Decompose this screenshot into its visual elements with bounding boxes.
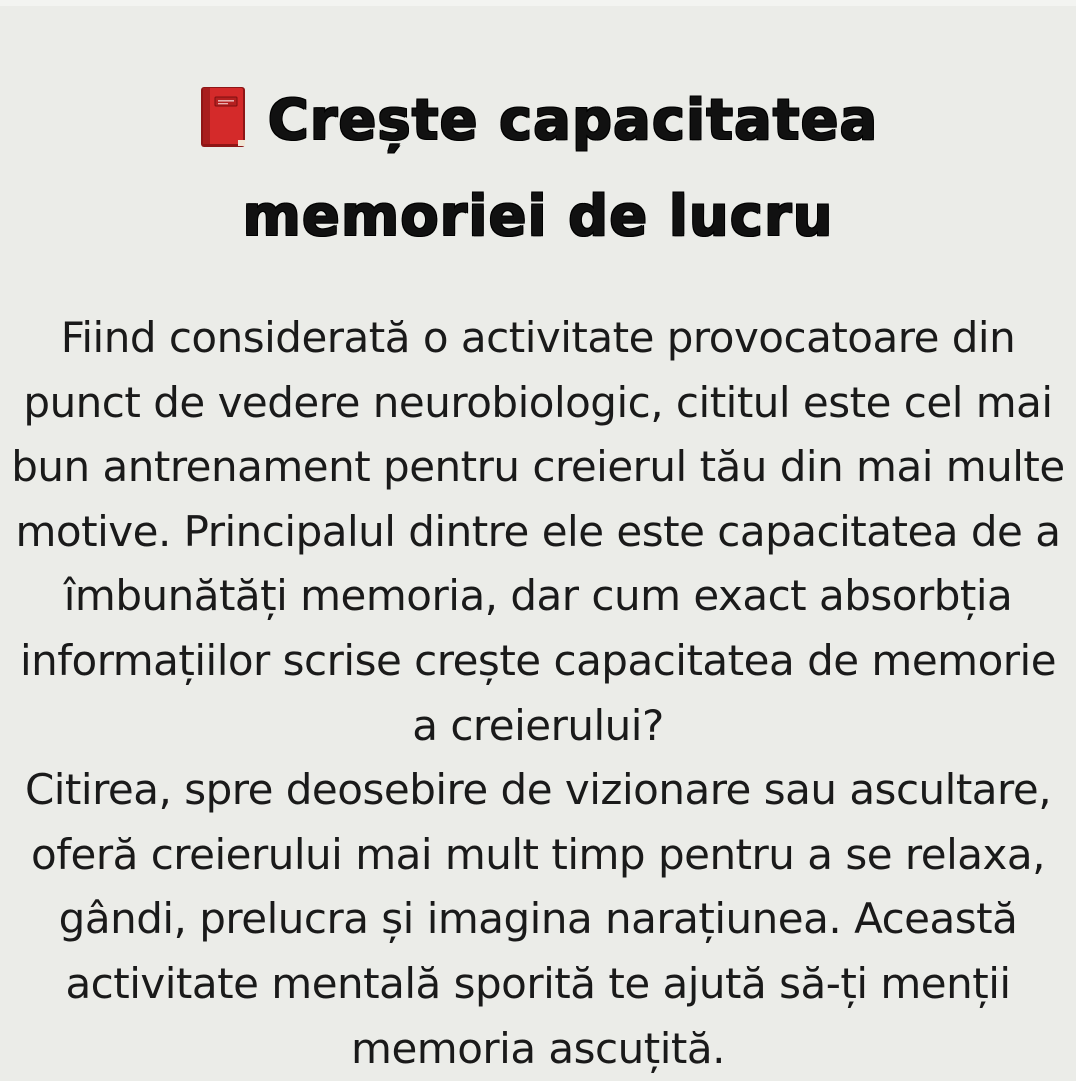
body-line: Fiind considerată o activitate provocatoare din (60, 313, 1016, 362)
body-line: informațiilor scrise crește capacitatea de memorie (19, 635, 1057, 685)
body-line: bun antrenament pentru creierul tău din mai multe (11, 442, 1065, 492)
body-line: punct de vedere neurobiologic, cititul este cel mai (23, 377, 1053, 427)
body-line: oferă creierului mai mult timp pentru a se relaxa, (31, 829, 1045, 879)
body-line: a creierului? (412, 700, 664, 750)
body-text (0, 306, 1076, 1081)
body-line: îmbunătăți memoria, dar cum exact absorbția (63, 571, 1013, 621)
red-book-icon (198, 83, 248, 147)
body-line: gândi, prelucra și imagina narațiunea. Această (58, 894, 1018, 944)
title-line-1 (0, 70, 1076, 169)
body-line: activitate mentală sporită te ajută să-ți menții (65, 958, 1011, 1008)
title-block (0, 70, 1076, 265)
top-edge (0, 0, 1076, 6)
body-line: motive. Principalul dintre ele este capacitatea de a (15, 506, 1061, 556)
body-line: memoria ascuțită. (351, 1023, 725, 1073)
title-text-line-1: Crește capacitatea (267, 87, 879, 153)
title-line-2: memoriei de lucru (242, 183, 834, 249)
body-line: Citirea, spre deosebire de vizionare sau ascultare, (24, 765, 1052, 815)
